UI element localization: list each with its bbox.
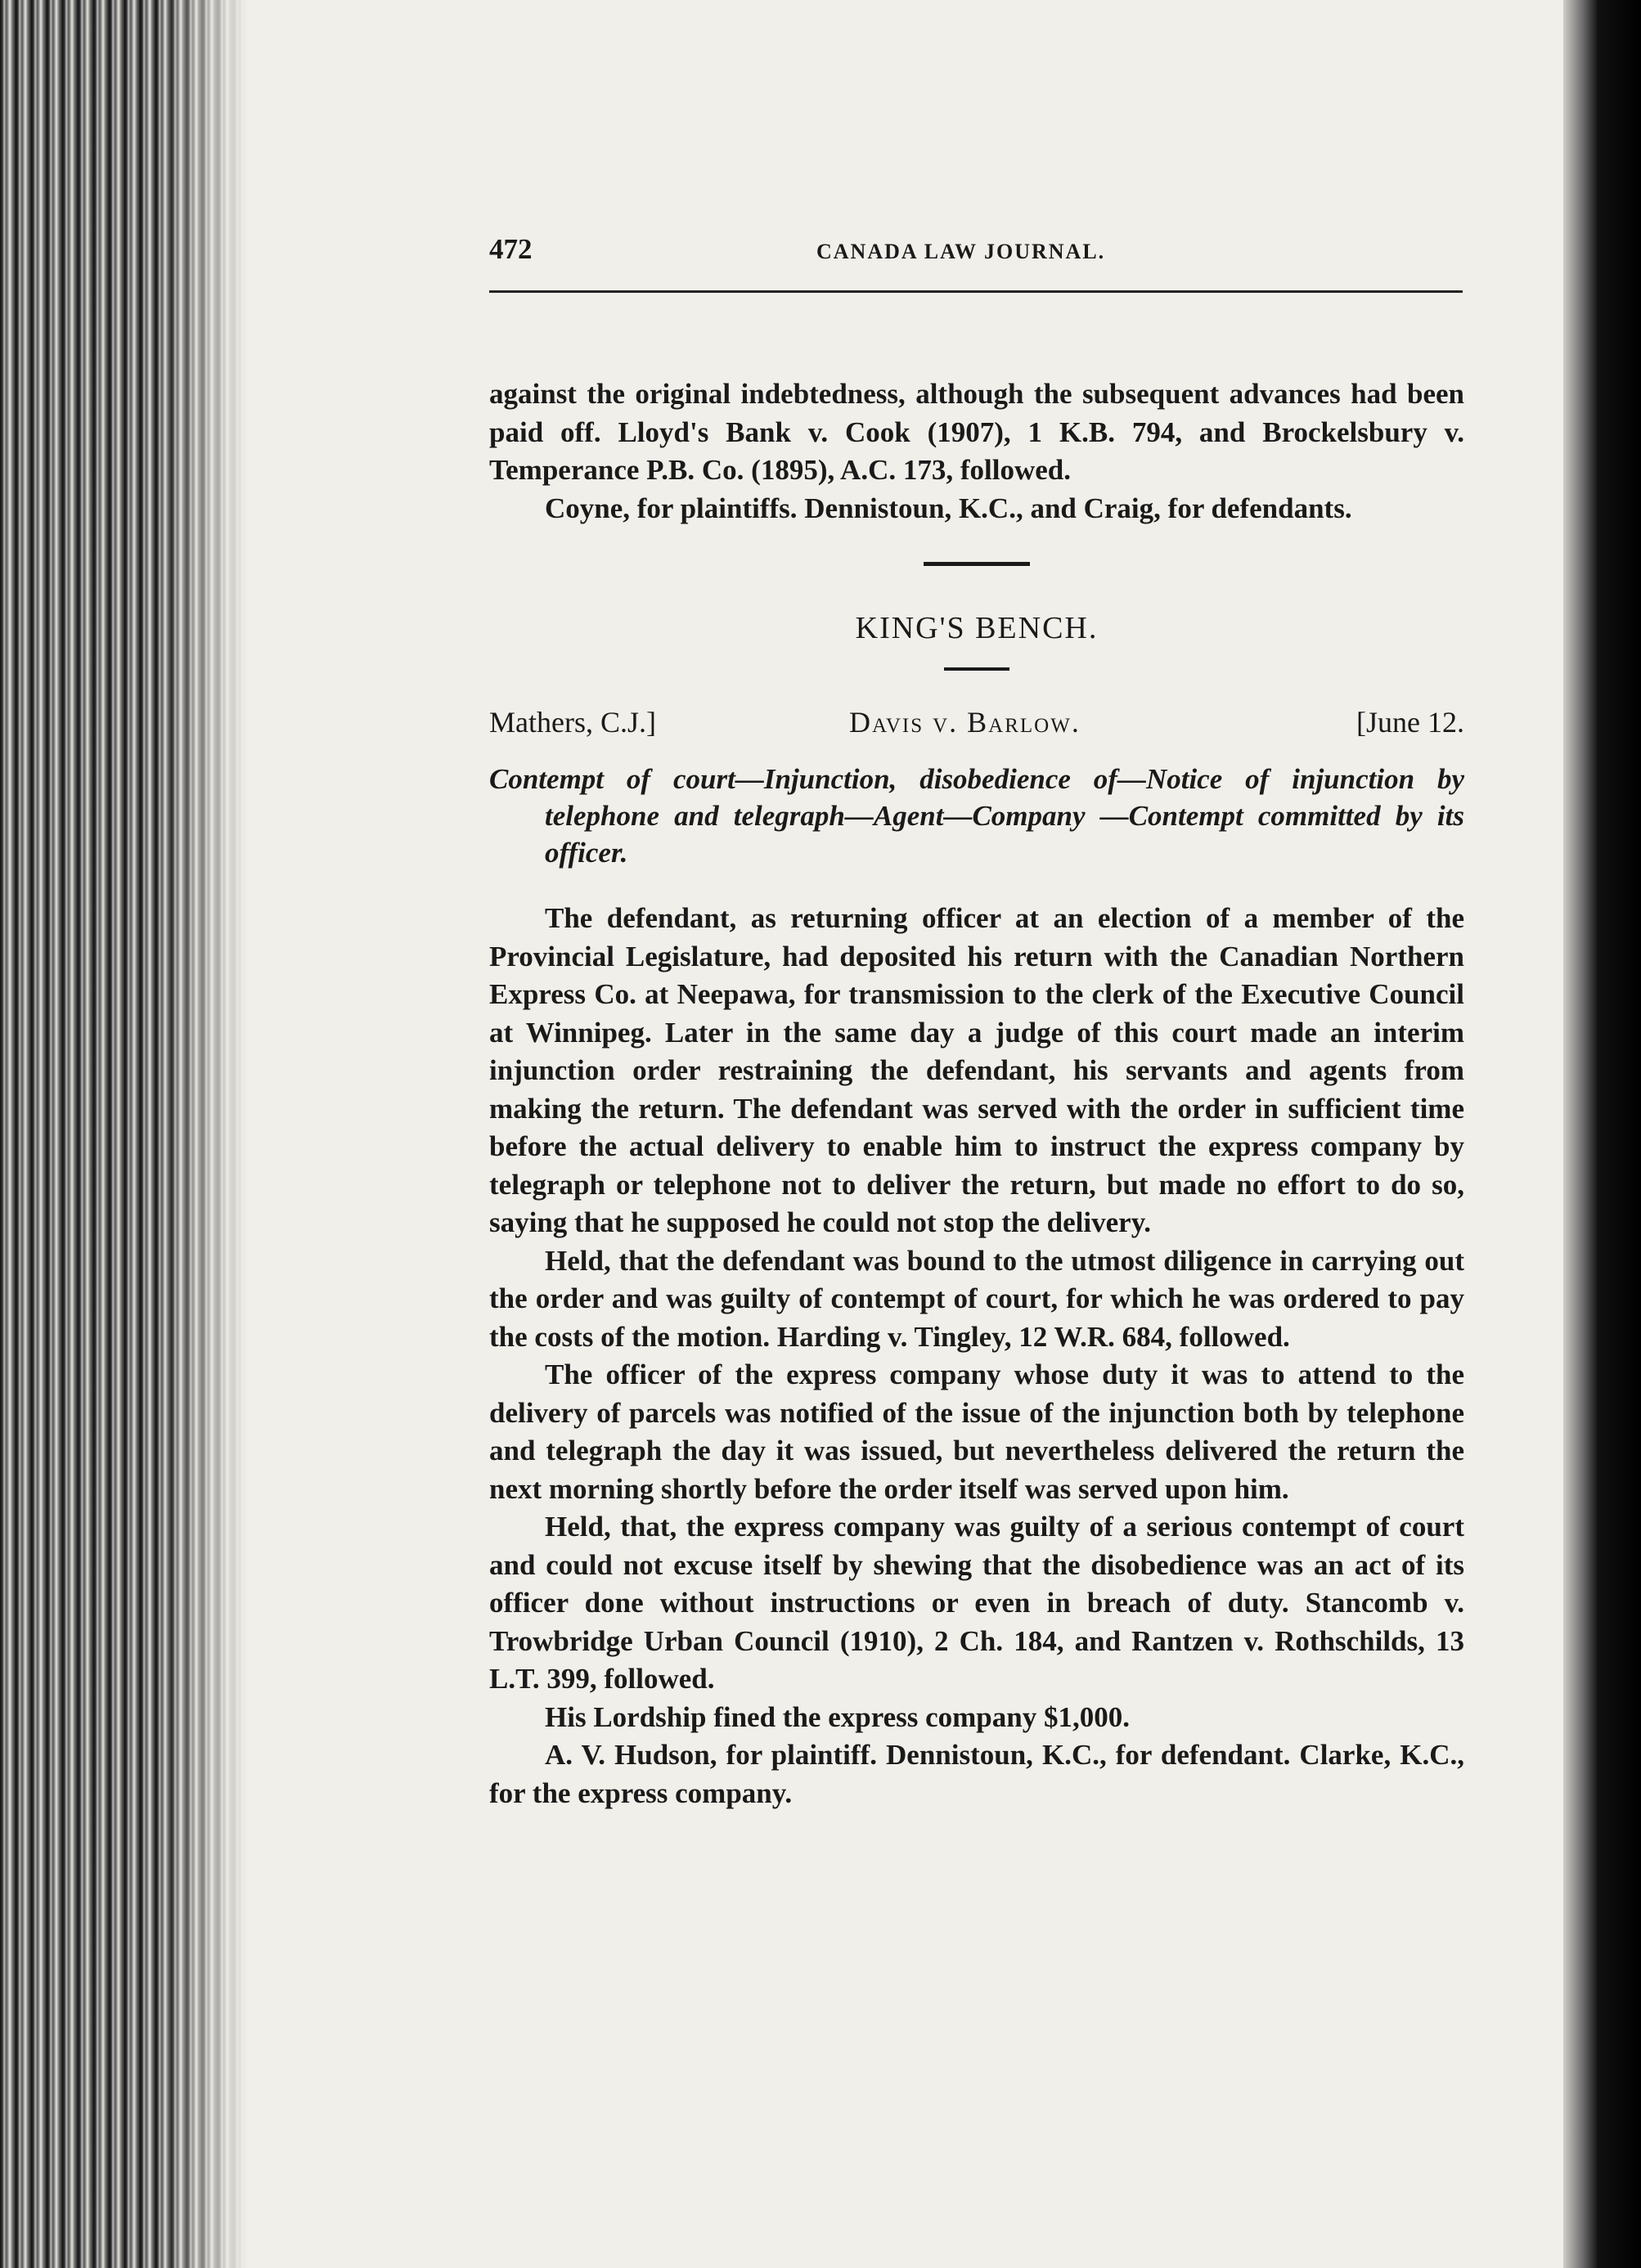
previous-case-counsel: Coyne, for plaintiffs. Dennistoun, K.C., and Craig, for defendants. (545, 492, 1352, 524)
body-paragraph: His Lordship fined the express company $1,000. (545, 1700, 1130, 1733)
case-body (489, 900, 1464, 1812)
body-paragraph: The officer of the express company whose duty it was to attend to the delivery of parcels was notified of the issue of the injunction both by telephone and telegraph the day it was issued, but nevertheless delivered the return the next morning shortly before the order itself was served upon him. (489, 1359, 1464, 1505)
left-binding-shadow (164, 0, 262, 2268)
body-paragraph: A. V. Hudson, for plaintiff. Dennistoun, K.C., for defendant. Clarke, K.C., for the express company. (489, 1739, 1464, 1809)
right-binding-edge (1563, 0, 1641, 2268)
body-paragraph: The defendant, as returning officer at an election of a member of the Provincial Legislature, had deposited his return with the Canadian Northern Express Co. at Neepawa, for transmission to the clerk of the Executive Council at Winnipeg. Later in the same day a judge of this court made an interim injunction order restraining the defendant, his servants and agents from making the return. The defendant was served with the order in sufficient time before the actual delivery to enable him to instruct the express company by telegraph or telephone not to deliver the return, but made no effort to do so, saying that he supposed he could not stop the delivery. (489, 902, 1464, 1238)
case-date: [June 12. (1356, 706, 1464, 739)
section-title: KING'S BENCH. (855, 611, 1099, 645)
title-divider (944, 667, 1009, 671)
journal-title: CANADA LAW JOURNAL. (816, 240, 1106, 263)
case-name: Davis v. Barlow. (849, 706, 1081, 739)
case-judge: Mathers, C.J.] (489, 706, 656, 739)
body-paragraph: Held, that, the express company was guilty of a serious contempt of court and could not excuse itself by shewing that the disobedience was an act of its officer done without instructions or even in breach of duty. Stancomb v. Trowbridge Urban Council (1910), 2 Ch. 184, and Rantzen v. Rothschilds, 13 L.T. 399, followed. (489, 1511, 1464, 1695)
previous-case-conclusion: against the original indebtedness, although the subsequent advances had been paid off. Lloyd's Bank v. Cook (1907), 1 K.B. 794, and Brockelsbury v. Temperance P.B. Co. (1895), A.C. 173, followed. (489, 378, 1464, 486)
header-rule (489, 290, 1463, 293)
body-paragraph: Held, that the defendant was bound to the utmost diligence in carrying out the order and was guilty of contempt of court, for which he was ordered to pay the costs of the motion. Harding v. Tingley, 12 W.R. 684, followed. (489, 1244, 1464, 1353)
page-header (489, 233, 1464, 279)
case-headnote: Contempt of court—Injunction, disobedience of—Notice of injunction by telephone and telegraph—Agent—Company —Contempt committed by its officer. (489, 763, 1464, 869)
case-heading (489, 705, 1464, 743)
page-number: 472 (489, 233, 533, 265)
journal-page (489, 233, 1464, 1812)
section-divider (924, 562, 1030, 566)
